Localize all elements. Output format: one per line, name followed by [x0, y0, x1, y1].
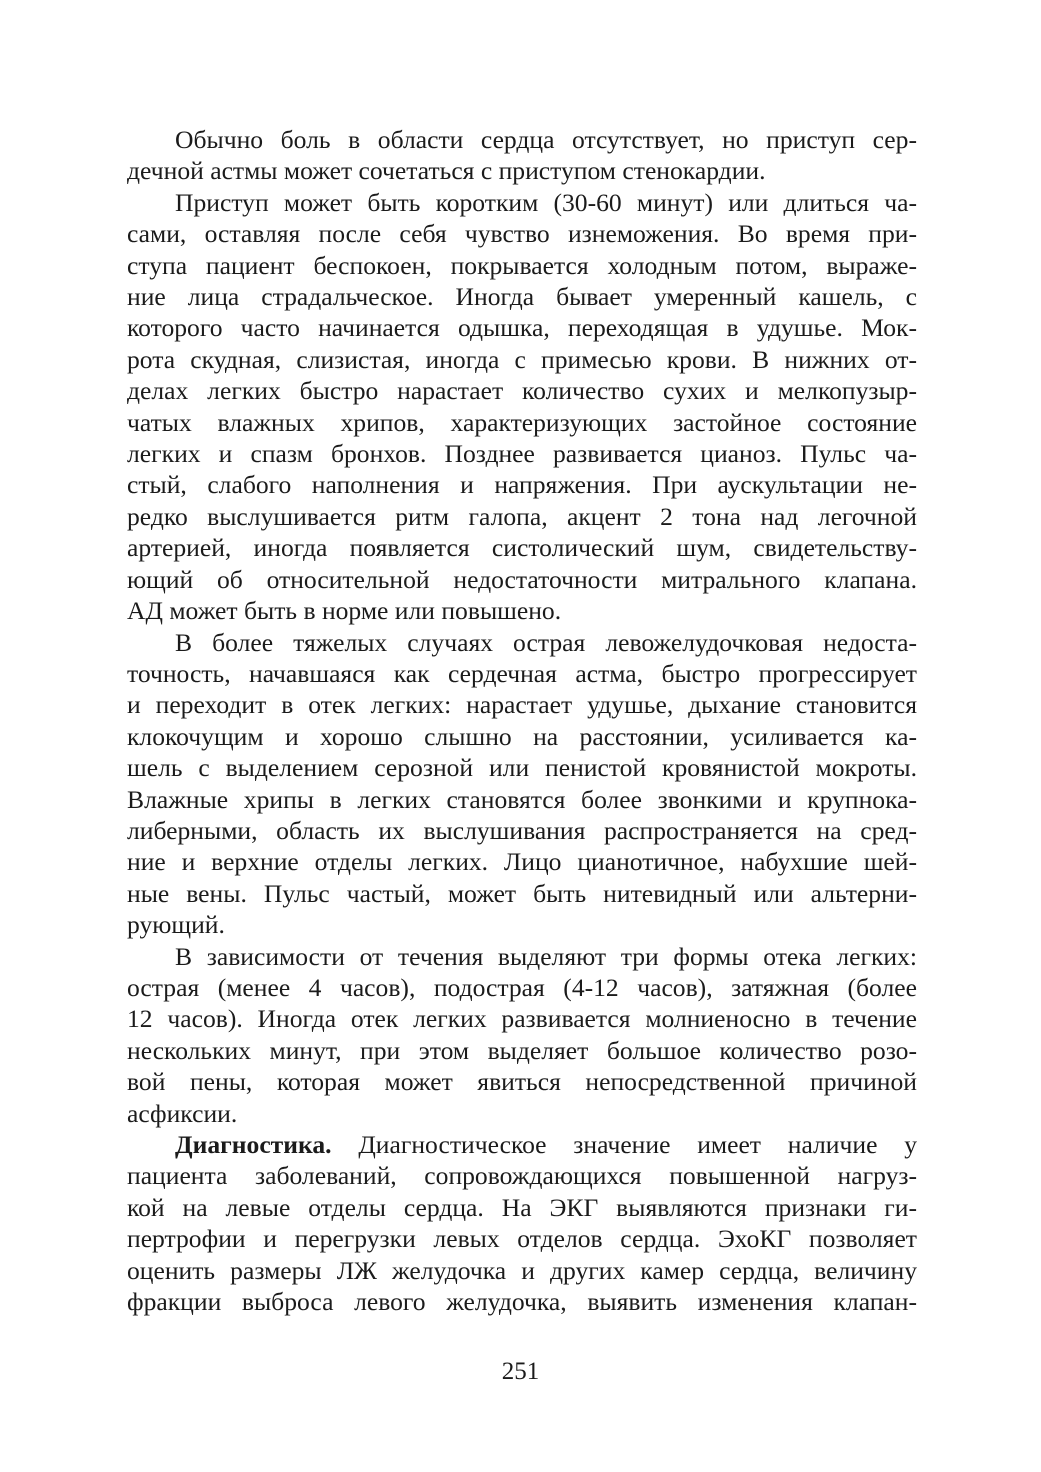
text-line: острая (менее 4 часов), подострая (4-12 часов), затяжная (более — [127, 972, 917, 1002]
text-line: рота скудная, слизистая, иногда с примесью крови. В нижних от- — [127, 344, 917, 374]
text-line: и переходит в отек легких: нарастает удушье, дыхание становится — [127, 690, 917, 720]
text-line: асфиксии. — [127, 1098, 238, 1128]
text-line: В более тяжелых случаях острая левожелудочковая недоста- — [175, 627, 917, 657]
text-line: ющий об относительной недостаточности митрального клапана. — [127, 564, 917, 594]
text-line: шель с выделением серозной или пенистой кровянистой мокроты. — [127, 753, 917, 783]
paragraph — [127, 124, 917, 187]
text-line: точность, начавшаяся как сердечная астма, быстро прогрессирует — [127, 658, 917, 688]
text-line: Влажные хрипы в легких становятся более звонкими и крупнока- — [127, 784, 917, 814]
text-line: легких и спазм бронхов. Позднее развивается цианоз. Пульс ча- — [127, 439, 917, 469]
paragraph — [127, 627, 917, 941]
page-number: 251 — [501, 1358, 540, 1385]
text-line: дечной астмы может сочетаться с приступом стенокардии. — [127, 156, 766, 186]
text-line: ные вены. Пульс частый, может быть нитевидный или альтерни- — [127, 878, 917, 908]
text-line: фракции выброса левого желудочка, выявить изменения клапан- — [127, 1287, 917, 1317]
text-line: которого часто начинается одышка, переходящая в удушье. Мок- — [127, 313, 917, 343]
paragraph — [127, 1129, 917, 1317]
text-line: кой на левые отделы сердца. На ЭКГ выявляются признаки ги- — [127, 1192, 917, 1222]
text-line: пертрофии и перегрузки левых отделов сердца. ЭхоКГ позволяет — [127, 1224, 917, 1254]
text-line: вой пены, которая может явиться непосредственной причиной — [127, 1067, 917, 1097]
text-line: сами, оставляя после себя чувство изнеможения. Во время при- — [127, 219, 917, 249]
text-line: рующий. — [127, 910, 225, 940]
text-line: либерными, область их выслушивания распространяется на сред- — [127, 815, 917, 845]
text-line: редко выслушивается ритм галопа, акцент 2 тона над легочной — [127, 501, 917, 531]
text-line: оценить размеры ЛЖ желудочка и других камер сердца, величину — [127, 1255, 917, 1285]
text-line: стый, слабого наполнения и напряжения. При аускультации не- — [127, 470, 917, 500]
text-line: 12 часов). Иногда отек легких развивается молниеносно в течение — [127, 1004, 917, 1034]
text-line: нескольких минут, при этом выделяет большое количество розо- — [127, 1035, 917, 1065]
text-line: чатых влажных хрипов, характеризующих застойное состояние — [127, 407, 917, 437]
text-line: ние лица страдальческое. Иногда бывает умеренный кашель, с — [127, 282, 917, 312]
text-line — [127, 1129, 917, 1160]
text-line: клокочущим и хорошо слышно на расстоянии, усиливается ка- — [127, 721, 917, 751]
text-line: Приступ может быть коротким (30-60 минут) или длиться ча- — [175, 187, 917, 217]
body-text — [127, 124, 917, 1317]
paragraph — [127, 941, 917, 1129]
text-line: ступа пациент беспокоен, покрывается холодным потом, выраже- — [127, 250, 917, 280]
text-line: пациента заболеваний, сопровождающихся повышенной нагруз- — [127, 1161, 917, 1191]
paragraph — [127, 187, 917, 627]
text-line: ние и верхние отделы легких. Лицо цианотичное, набухшие шей- — [127, 847, 917, 877]
line-text: Диагностическое значение имеет наличие у — [331, 1130, 917, 1159]
section-heading: Диагностика. — [175, 1130, 332, 1159]
text-line: В зависимости от течения выделяют три формы отека легких: — [175, 941, 917, 971]
text-line: делах легких быстро нарастает количество сухих и мелкопузыр- — [127, 376, 917, 406]
text-line: АД может быть в норме или повышено. — [127, 596, 562, 626]
text-line: Обычно боль в области сердца отсутствует, но приступ сер- — [175, 125, 917, 154]
text-line: артерией, иногда появляется систолический шум, свидетельству- — [127, 533, 917, 563]
